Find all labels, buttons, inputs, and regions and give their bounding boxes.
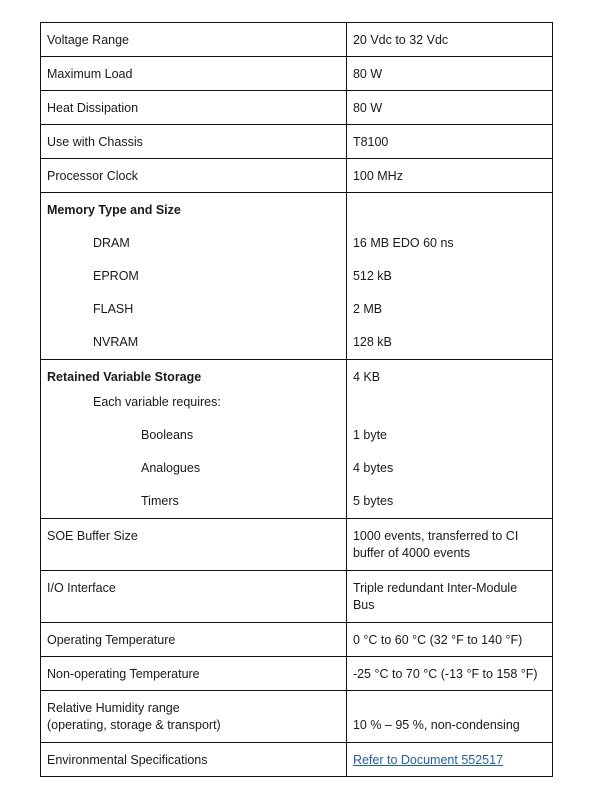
table-row — [41, 571, 553, 623]
label-cell: Maximum Load — [41, 57, 347, 91]
table-row — [41, 91, 553, 125]
label-cell: SOE Buffer Size — [41, 519, 347, 571]
humidity-label-line2: (operating, storage & transport) — [47, 718, 221, 732]
memory-type: EPROM — [93, 269, 139, 283]
table-row — [41, 159, 553, 193]
memory-type: NVRAM — [93, 335, 139, 349]
label-cell: Environmental Specifications — [41, 743, 347, 777]
value-cell: 80 W — [346, 57, 552, 91]
memory-size: 512 kB — [352, 269, 392, 283]
variable-type: Analogues — [141, 461, 201, 475]
value-cell: 0 °C to 60 °C (32 °F to 140 °F) — [346, 623, 552, 657]
value-cell: 80 W — [346, 91, 552, 125]
table-row — [41, 23, 553, 57]
value-cell: 100 MHz — [346, 159, 552, 193]
label-cell: I/O Interface — [41, 571, 347, 623]
label-cell — [41, 691, 347, 743]
retained-heading: Retained Variable Storage — [47, 370, 202, 384]
document-link[interactable]: Refer to Document 552517 — [352, 753, 504, 767]
value-cell — [346, 519, 552, 571]
table-row — [41, 125, 553, 159]
soe-value-line1: 1000 events, transferred to CI — [352, 529, 519, 543]
humidity-label-line1: Relative Humidity range — [47, 701, 180, 715]
retained-label-cell — [41, 360, 347, 519]
memory-value-cell — [346, 193, 552, 360]
table-row — [41, 623, 553, 657]
variable-type: Timers — [141, 494, 179, 508]
memory-size: 16 MB EDO 60 ns — [352, 236, 454, 250]
table-row — [41, 519, 553, 571]
variable-size: 4 bytes — [352, 461, 394, 475]
memory-label-cell — [41, 193, 347, 360]
value-cell: T8100 — [346, 125, 552, 159]
value-cell: 20 Vdc to 32 Vdc — [346, 23, 552, 57]
value-cell: 10 % – 95 %, non-condensing — [346, 691, 552, 743]
label-cell: Processor Clock — [41, 159, 347, 193]
value-cell — [346, 571, 552, 623]
label-cell: Use with Chassis — [41, 125, 347, 159]
variable-type: Booleans — [141, 428, 194, 442]
memory-type: DRAM — [93, 236, 130, 250]
memory-size: 2 MB — [352, 302, 383, 316]
table-row — [41, 57, 553, 91]
retained-subheading: Each variable requires: — [93, 395, 221, 409]
variable-size: 1 byte — [352, 428, 387, 442]
retained-storage-row — [41, 360, 553, 519]
table-row — [41, 743, 553, 777]
value-cell: -25 °C to 70 °C (-13 °F to 158 °F) — [346, 657, 552, 691]
label-cell: Voltage Range — [41, 23, 347, 57]
table-row — [41, 657, 553, 691]
memory-type: FLASH — [93, 302, 134, 316]
value-cell — [346, 743, 552, 777]
label-cell: Operating Temperature — [41, 623, 347, 657]
io-value-line1: Triple redundant Inter-Module — [352, 581, 518, 595]
memory-row — [41, 193, 553, 360]
soe-value-line2: buffer of 4000 events — [352, 546, 471, 560]
retained-value-cell — [346, 360, 552, 519]
memory-size: 128 kB — [352, 335, 392, 349]
specifications-table — [40, 22, 553, 777]
table-row — [41, 691, 553, 743]
variable-size: 5 bytes — [352, 494, 394, 508]
label-cell: Heat Dissipation — [41, 91, 347, 125]
retained-total: 4 KB — [352, 370, 381, 384]
label-cell: Non-operating Temperature — [41, 657, 347, 691]
io-value-line2: Bus — [352, 598, 375, 612]
memory-heading: Memory Type and Size — [47, 203, 181, 217]
